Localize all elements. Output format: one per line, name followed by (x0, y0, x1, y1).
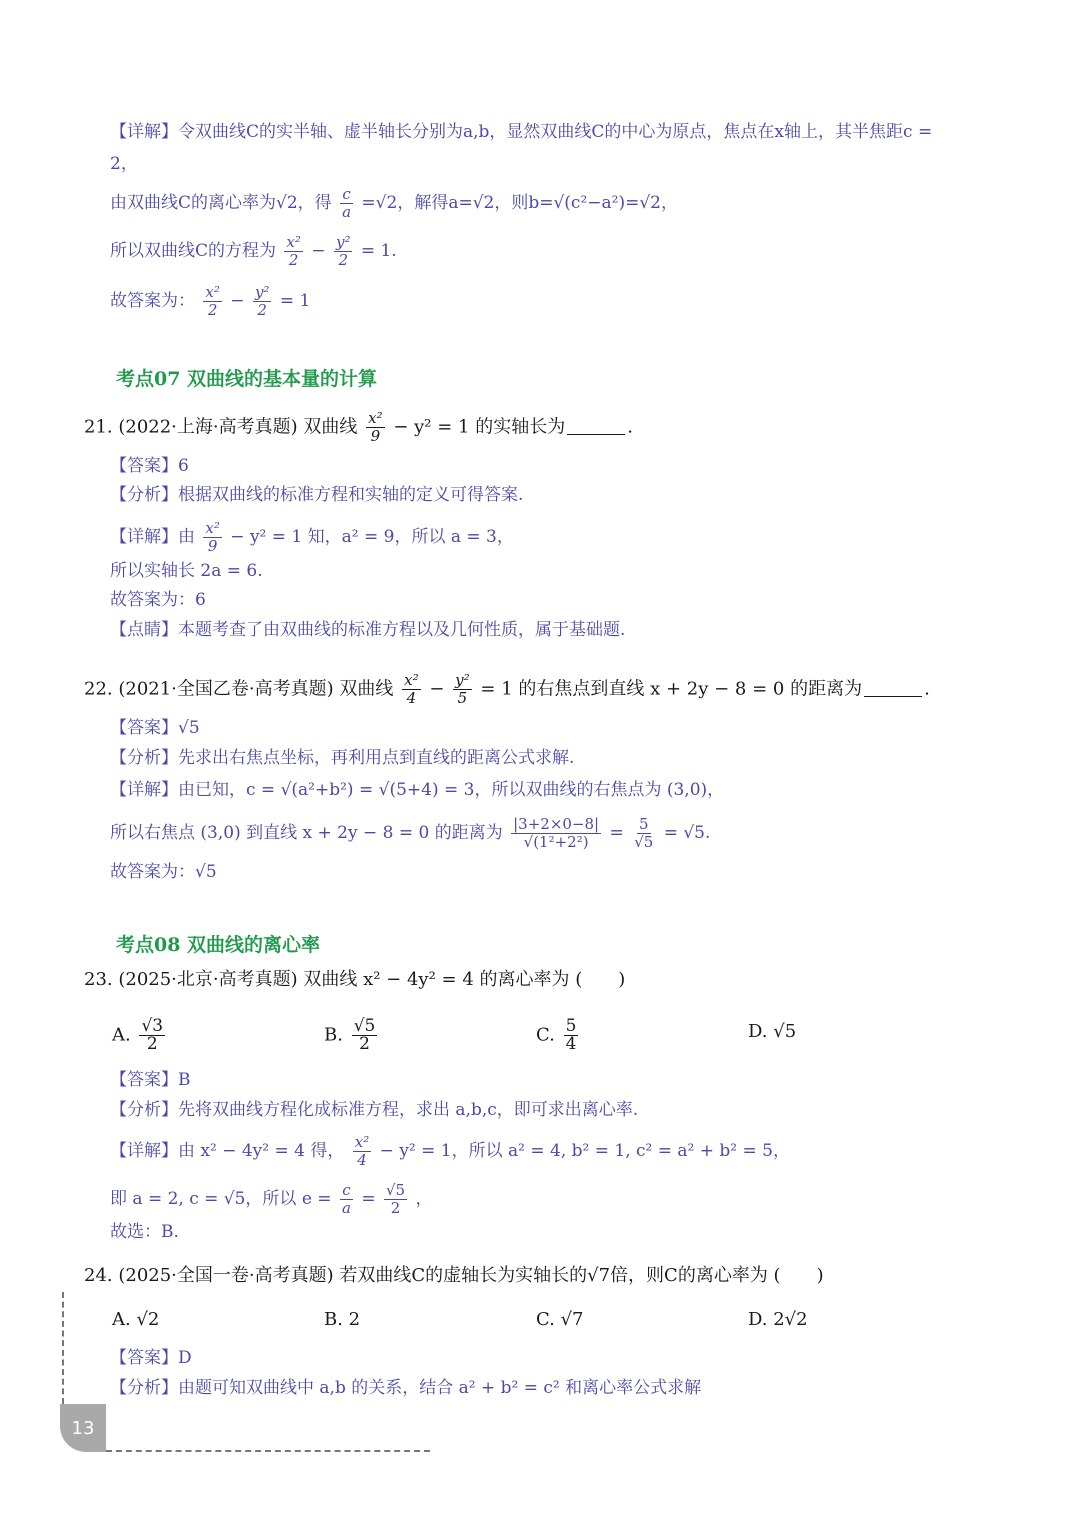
fraction (453, 672, 472, 707)
fraction (366, 410, 384, 445)
fraction (203, 284, 221, 319)
fraction (139, 1018, 165, 1053)
numerator: √3 (141, 1016, 164, 1036)
denominator: 4 (357, 1151, 367, 1169)
section-heading-07: 考点07 双曲线的基本量的计算 (116, 368, 378, 390)
text-segment: = 1 (279, 291, 311, 311)
minus-sign: − (230, 291, 245, 311)
denominator: 9 (207, 537, 218, 555)
numerator: y² (455, 671, 470, 689)
detail-line: 所以实轴长 2a = 6. (110, 561, 263, 581)
text-segment: =√2，解得a=√2，则b=√(c²−a²)=√2， (361, 193, 678, 213)
answer-blank (864, 696, 922, 697)
answer-line: 【答案】B (110, 1070, 191, 1090)
numerator: y² (335, 233, 351, 251)
option-label: A. (112, 1024, 131, 1046)
detail-line (110, 234, 397, 269)
text-segment: . (924, 678, 930, 700)
numerator: |3+2×0−8| (513, 815, 600, 833)
page-number: 13 (60, 1404, 106, 1452)
fraction (334, 234, 353, 269)
text-segment: − y² = 1，所以 a² = 4, b² = 1, c² = a² + b² = 5， (379, 1141, 790, 1161)
question-21-stem (84, 410, 633, 445)
detail-line: 所以右焦点 (3,0) 到直线 x + 2y − 8 = 0 的距离为 $\frac{|3+2\times 0-8|}{\text{√(1²+2²)}}$ = $\frac{5}{√5}$ = √5. (110, 815, 711, 851)
section-heading-08: 考点08 双曲线的离心率 (116, 934, 321, 956)
option-a[interactable] (112, 1018, 168, 1053)
text-segment: 由双曲线C的离心率为√2，得 (110, 193, 332, 213)
denominator: 2 (390, 1199, 401, 1217)
denominator: 2 (288, 251, 299, 269)
final-answer-line: 故答案为：6 (110, 590, 206, 610)
denominator: 2 (146, 1034, 158, 1054)
fraction (632, 816, 655, 851)
question-24-stem: 24. (2025·全国一卷·高考真题) 若双曲线C的虚轴长为实轴长的√7倍，则C的离心率为 ( ) (84, 1265, 824, 1286)
denominator: 5 (457, 689, 468, 707)
numerator: x² (286, 233, 301, 251)
option-d[interactable]: D. √5 (748, 1021, 797, 1042)
option-label: C. (536, 1024, 555, 1046)
text-segment: 故答案为： (110, 291, 195, 311)
fraction (253, 284, 272, 319)
minus-sign: − (429, 678, 445, 700)
option-b[interactable] (324, 1018, 380, 1053)
final-answer-line: 故选：B. (110, 1222, 179, 1242)
question-22-stem (84, 672, 930, 707)
detail-line (110, 520, 514, 555)
text-segment: = √5. (663, 823, 711, 843)
final-answer-line (110, 284, 310, 319)
denominator: 2 (207, 301, 218, 319)
text-segment: − y² = 1 知，a² = 9，所以 a = 3， (230, 527, 514, 547)
numerator: 5 (565, 1016, 577, 1036)
text-segment: 【详解】由 x² − 4y² = 4 得， (110, 1141, 345, 1161)
page-border-dashed-horizontal (106, 1450, 430, 1452)
numerator: √5 (353, 1016, 376, 1036)
fraction (402, 672, 420, 707)
option-c[interactable]: C. √7 (536, 1309, 584, 1330)
analysis-line: 【分析】先将双曲线方程化成标准方程，求出 a,b,c，即可求出离心率. (110, 1100, 639, 1120)
analysis-line: 【分析】由题可知双曲线中 a,b 的关系，结合 a² + b² = c² 和离心率公式求解 (110, 1378, 702, 1398)
question-23-stem: 23. (2025·北京·高考真题) 双曲线 x² − 4y² = 4 的离心率为 ( ) (84, 969, 626, 990)
page-border-dashed-vertical (62, 1292, 64, 1404)
numerator: x² (404, 671, 419, 689)
numerator: x² (205, 283, 220, 301)
fraction (352, 1018, 378, 1053)
numerator: x² (354, 1133, 370, 1151)
detail-line: 2， (110, 154, 138, 174)
text-segment: . (627, 416, 633, 438)
fraction (564, 1018, 579, 1053)
option-d[interactable]: D. 2√2 (748, 1309, 808, 1330)
numerator: c (342, 185, 351, 203)
denominator: 4 (406, 689, 417, 707)
minus-sign: − (311, 241, 326, 261)
denominator: √(1²+2²) (523, 833, 589, 851)
detail-line: 【详解】由已知，c = √(a²+b²) = √(5+4) = 3，所以双曲线的右焦点为 (3,0)， (110, 780, 725, 800)
denominator: a (342, 203, 352, 221)
text-segment: 即 a = 2, c = √5，所以 e = (110, 1189, 332, 1209)
text-segment: 所以双曲线C的方程为 (110, 241, 277, 261)
fraction (340, 1182, 353, 1217)
text-segment: = 1. (360, 241, 397, 261)
numerator: x² (205, 519, 220, 537)
analysis-line: 【分析】根据双曲线的标准方程和实轴的定义可得答案. (110, 485, 524, 505)
text-segment: ， (415, 1189, 433, 1209)
fraction (384, 1182, 407, 1217)
option-label: B. (324, 1024, 343, 1046)
detail-line (110, 1134, 790, 1169)
fraction (511, 816, 601, 851)
option-c[interactable] (536, 1018, 581, 1053)
fraction (284, 234, 302, 269)
denominator: 9 (370, 427, 381, 445)
comment-line: 【点睛】本题考查了由双曲线的标准方程以及几何性质，属于基础题. (110, 620, 626, 640)
text-segment: − y² = 1 的实轴长为 (393, 416, 566, 438)
numerator: c (342, 1181, 351, 1199)
final-answer-line: 故答案为：√5 (110, 862, 217, 882)
denominator: 2 (257, 301, 267, 319)
numerator: 5 (638, 815, 649, 833)
denominator: a (341, 1199, 351, 1217)
fraction (203, 520, 221, 555)
analysis-line: 【分析】先求出右焦点坐标，再利用点到直线的距离公式求解. (110, 748, 575, 768)
fraction (353, 1134, 371, 1169)
numerator: x² (368, 409, 383, 427)
text-segment: = 1 的右焦点到直线 x + 2y − 8 = 0 的距离为 (480, 678, 863, 700)
denominator: 2 (359, 1034, 370, 1054)
detail-line: 即 a = 2, c = √5，所以 e = $\frac{c}{a}$ = $\frac{√5}{2}$ ， (110, 1181, 433, 1217)
text-segment: 所以右焦点 (3,0) 到直线 x + 2y − 8 = 0 的距离为 (110, 823, 503, 843)
answer-line: 【答案】√5 (110, 718, 200, 738)
denominator: 4 (565, 1034, 577, 1054)
detail-line (110, 186, 678, 221)
option-a[interactable]: A. √2 (112, 1309, 160, 1330)
answer-line: 【答案】D (110, 1348, 192, 1368)
fraction (340, 186, 353, 221)
numerator: y² (254, 283, 270, 301)
detail-line: 【详解】令双曲线C的实半轴、虚半轴长分别为a,b，显然双曲线C的中心为原点，焦点在x轴上，其半焦距c = (110, 122, 933, 142)
denominator: √5 (634, 833, 654, 851)
text-segment: 21. (2022·上海·高考真题) 双曲线 (84, 416, 358, 438)
numerator: √5 (385, 1181, 406, 1199)
option-b[interactable]: B. 2 (324, 1309, 361, 1330)
denominator: 2 (338, 251, 348, 269)
text-segment: 【详解】由 (110, 527, 195, 547)
answer-line: 【答案】6 (110, 456, 189, 476)
text-segment: 22. (2021·全国乙卷·高考真题) 双曲线 (84, 678, 394, 700)
answer-blank (567, 434, 625, 435)
